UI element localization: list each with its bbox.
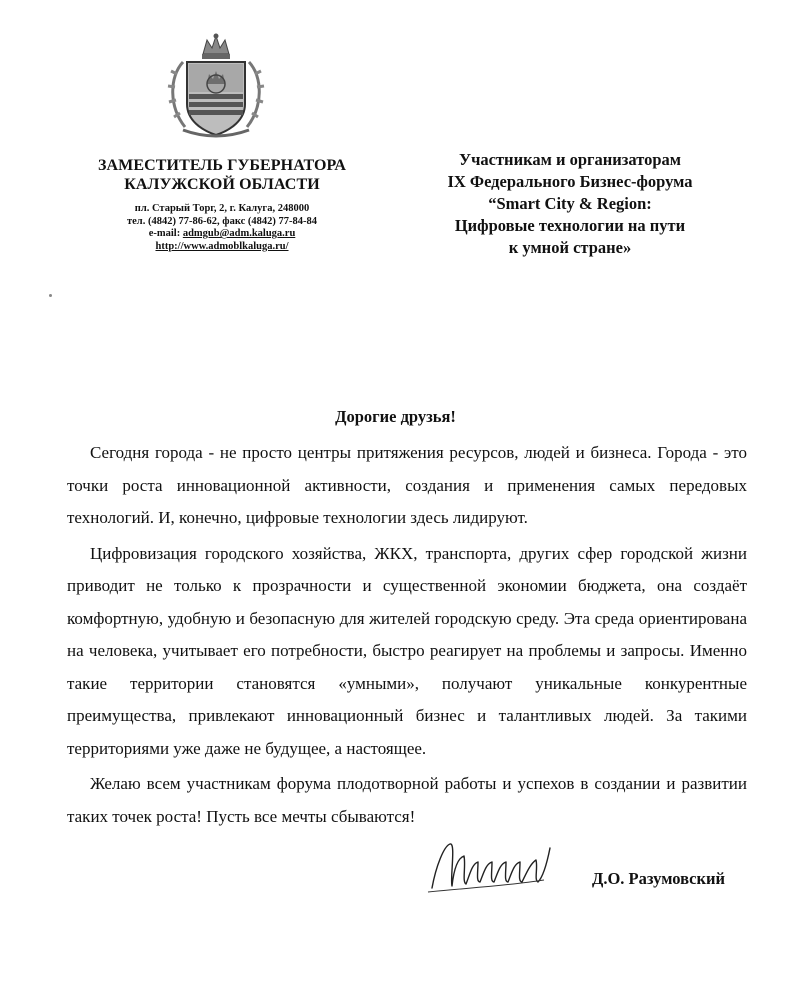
sender-contacts: [62, 203, 382, 253]
greeting: Дорогие друзья!: [335, 407, 456, 426]
signatory-name: Д.О. Разумовский: [592, 869, 726, 888]
sender-title-line2: КАЛУЖСКОЙ ОБЛАСТИ: [124, 176, 320, 193]
sender-email-line: [62, 228, 382, 241]
addressee-line: Участникам и организаторам: [458, 150, 682, 169]
sender-title: [62, 156, 382, 194]
addressee-block: [410, 149, 730, 259]
addressee-line: к умной стране»: [508, 238, 632, 257]
email-label: e-mail:: [148, 228, 183, 240]
body-paragraph: Сегодня города - не просто центры притяжения ресурсов, людей и бизнеса. Города - это точки роста инновационной активности, создания и применения самых передовых технологий. И, конечно, цифровые технологии здесь лидируют.: [67, 443, 747, 527]
sender-address: пл. Старый Торг, 2, г. Калуга, 248000: [134, 203, 310, 214]
email-link[interactable]: admgub@adm.kaluga.ru: [182, 228, 296, 240]
coat-of-arms-icon: [163, 32, 269, 140]
letter-body: [67, 437, 747, 836]
sender-title-line1: ЗАМЕСТИТЕЛЬ ГУБЕРНАТОРА: [97, 157, 347, 174]
addressee-line: IX Федерального Бизнес-форума: [447, 172, 693, 191]
body-paragraph: Желаю всем участникам форума плодотворной работы и успехов в создании и развитии таких точек роста! Пусть все мечты сбываются!: [67, 774, 747, 826]
sender-phones: тел. (4842) 77-86-62, факс (4842) 77-84-84: [126, 215, 318, 227]
addressee-line: Цифровые технологии на пути: [454, 216, 686, 235]
body-paragraph: Цифровизация городского хозяйства, ЖКХ, транспорта, других сфер городской жизни приводит не только к прозрачности и существенной экономии бюджета, она создаёт комфортную, удобную и безопасную для жителей городскую среду. Эта среда ориентирована на человека, учитывает его потребности, быстро реагирует на проблемы и запросы. Именно такие территории становятся «умными», получают уникальные конкурентные преимущества, привлекают инновационный бизнес и талантливых людей. За такими территориями уже даже не будущее, а настоящее.: [67, 543, 747, 758]
addressee-line: “Smart City & Region:: [488, 194, 652, 213]
website-link[interactable]: http://www.admoblkaluga.ru/: [155, 240, 289, 252]
handwritten-signature: [426, 838, 554, 896]
scan-speck: [49, 294, 52, 297]
sender-block: [62, 156, 382, 253]
